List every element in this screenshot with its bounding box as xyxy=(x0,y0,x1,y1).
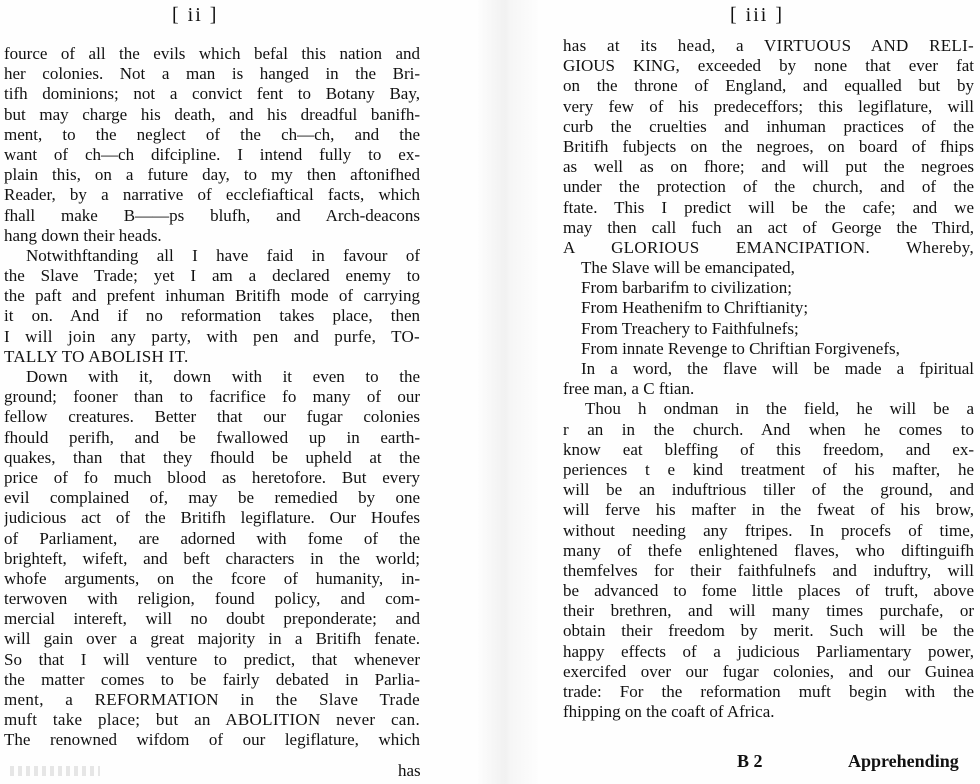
text-line: The renowned wifdom of our legiflature, which xyxy=(4,730,420,750)
text-line: will ferve his mafter in the fweat of his brow, xyxy=(563,500,974,520)
text-line: on the throne of England, and equalled but by xyxy=(563,76,974,96)
text-line: will be an induftrious tiller of the ground, and xyxy=(563,480,974,500)
catchword-right: Apprehending xyxy=(848,751,959,771)
text-line: tifh dominions; not a convict fent to Botany Bay, xyxy=(4,84,420,104)
text-line: I will join any party, with pen and purfe, TO- xyxy=(4,326,420,346)
text-line: r an in the church. And when he comes to xyxy=(563,419,974,439)
verse-line: The Slave will be emancipated, xyxy=(581,258,795,278)
ink-show-through xyxy=(10,766,100,776)
text-line: trade: For the reformation muft begin with the xyxy=(563,682,974,701)
text-line: their brethren, and will many times purchafe, or xyxy=(563,601,974,621)
text-line: but may charge his death, and his dreadful banifh- xyxy=(4,104,420,124)
text-line: fhipping on the coaft of Africa. xyxy=(563,702,775,722)
text-line: obtain their freedom by merit. Such will be the xyxy=(563,621,974,641)
text-line: free man, a C ftian. xyxy=(563,379,695,399)
text-line: fhould perifh, and be fwallowed up in earth- xyxy=(4,427,420,447)
text-line: very few of his predeceffors; this legiflature, will xyxy=(563,96,974,116)
text-line: Britifh fubjects on the negroes, on board of fhips xyxy=(563,136,974,156)
text-line: ground; fooner than to facrifice fo many of our xyxy=(4,387,420,407)
text-line: mercial intereft, will no doubt preponderate; and xyxy=(4,609,420,629)
right-page xyxy=(555,0,980,784)
text-line: GIOUS KING, exceeded by none that ever fat xyxy=(563,56,974,76)
text-line: fource of all the evils which befal this nation and xyxy=(4,44,420,63)
text-line: Reader, by a narrative of ecclefiaftical facts, which xyxy=(4,185,420,205)
text-line: TALLY TO ABOLISH IT. xyxy=(4,346,189,366)
text-line: want of ch—ch difcipline. I intend fully to ex- xyxy=(4,144,420,164)
text-line: brighteft, wifeft, and beft characters in the world; xyxy=(4,548,420,568)
text-line: ment, a REFORMATION in the Slave Trade xyxy=(4,690,420,709)
text-line: has at its head, a VIRTUOUS AND RELI- xyxy=(563,36,974,55)
text-line: Notwithftanding all I have faid in favour of xyxy=(26,245,420,265)
text-line: muft take place; but an ABOLITION never can. xyxy=(4,710,420,730)
text-line: her colonies. Not a man is hanged in the Bri- xyxy=(4,64,420,84)
right-page-text xyxy=(563,36,974,722)
text-line: the paft and prefent inhuman Britifh mode of carrying xyxy=(4,286,420,306)
verse-line: From barbarifm to civilization; xyxy=(581,278,793,298)
page-number-ii: [ ii ] xyxy=(172,4,219,26)
text-line: In a word, the flave will be made a fpiritual xyxy=(581,359,974,378)
text-line: terwoven with religion, found policy, and com- xyxy=(4,589,420,609)
text-line: fhall make B——ps blufh, and Arch-deacons xyxy=(4,205,420,225)
text-line: happy effects of a judicious Parliamentary power, xyxy=(563,641,974,661)
text-line: Thou h ondman in the field, he will be a xyxy=(585,399,974,419)
text-line: periences t e kind treatment of his mafter, he xyxy=(563,459,974,479)
text-line: know eat bleffing of this freedom, and ex- xyxy=(563,439,974,459)
text-line: exercifed over our fugar colonies, and our Guinea xyxy=(563,661,974,681)
text-line: price of fo much blood as heretofore. But every xyxy=(4,467,420,487)
text-line: without needing any ftripes. In procefs of time, xyxy=(563,520,974,540)
text-line: ftate. This I predict will be the cafe; and we xyxy=(563,197,974,217)
text-line: whofe arguments, on the fcore of humanity, in- xyxy=(4,568,420,588)
text-line: it on. And if no reformation takes place, then xyxy=(4,306,420,326)
verse-line: From Heathenifm to Chriftianity; xyxy=(581,298,809,318)
text-line: many of thefe enlightened flaves, who diftinguifh xyxy=(563,540,974,560)
text-line: of Parliament, are adorned with fome of the xyxy=(4,528,420,548)
text-line: judicious act of the Britifh legiflature. Our Houfes xyxy=(4,508,420,528)
text-line: curb the cruelties and inhuman practices of the xyxy=(563,116,974,136)
text-line: the Slave Trade; yet I am a declared enemy to xyxy=(4,266,420,286)
text-line: be advanced to fome little places of truft, above xyxy=(563,581,974,601)
page-number-iii: [ iii ] xyxy=(730,4,784,26)
left-page xyxy=(0,0,430,784)
signature-mark: B 2 xyxy=(737,751,763,771)
left-page-text xyxy=(4,44,420,751)
text-line: may then call fuch an act of George the Third, xyxy=(563,217,974,237)
verse-line: From innate Revenge to Chriftian Forgivenefs, xyxy=(581,338,900,358)
text-line: Down with it, down with it even to the xyxy=(26,367,420,386)
text-line: fellow creatures. Better that our fugar colonies xyxy=(4,407,420,427)
text-line: as well as on fhore; and will put the negroes xyxy=(563,157,974,177)
catchword-left: has xyxy=(398,761,421,780)
text-line: hang down their heads. xyxy=(4,225,162,245)
book-gutter xyxy=(478,0,538,784)
text-line: the matter comes to be fairly debated in Parlia- xyxy=(4,669,420,689)
text-line: ment, to the neglect of the ch—ch, and the xyxy=(4,124,420,144)
text-line: will gain over a great majority in a Britifh fenate. xyxy=(4,629,420,649)
text-line: evil complained of, may be remedied by one xyxy=(4,488,420,508)
text-line: themfelves for their faithfulnefs and induftry, will xyxy=(563,560,974,580)
text-line: So that I will venture to predict, that whenever xyxy=(4,649,420,669)
verse-line: From Treachery to Faithfulnefs; xyxy=(581,318,799,338)
text-line: plain this, on a future day, to my then aftonifhed xyxy=(4,165,420,185)
text-line: quakes, than that they fhould be upheld at the xyxy=(4,447,420,467)
text-line: A GLORIOUS EMANCIPATION. Whereby, xyxy=(563,237,974,257)
text-line: under the protection of the church, and of the xyxy=(563,177,974,197)
